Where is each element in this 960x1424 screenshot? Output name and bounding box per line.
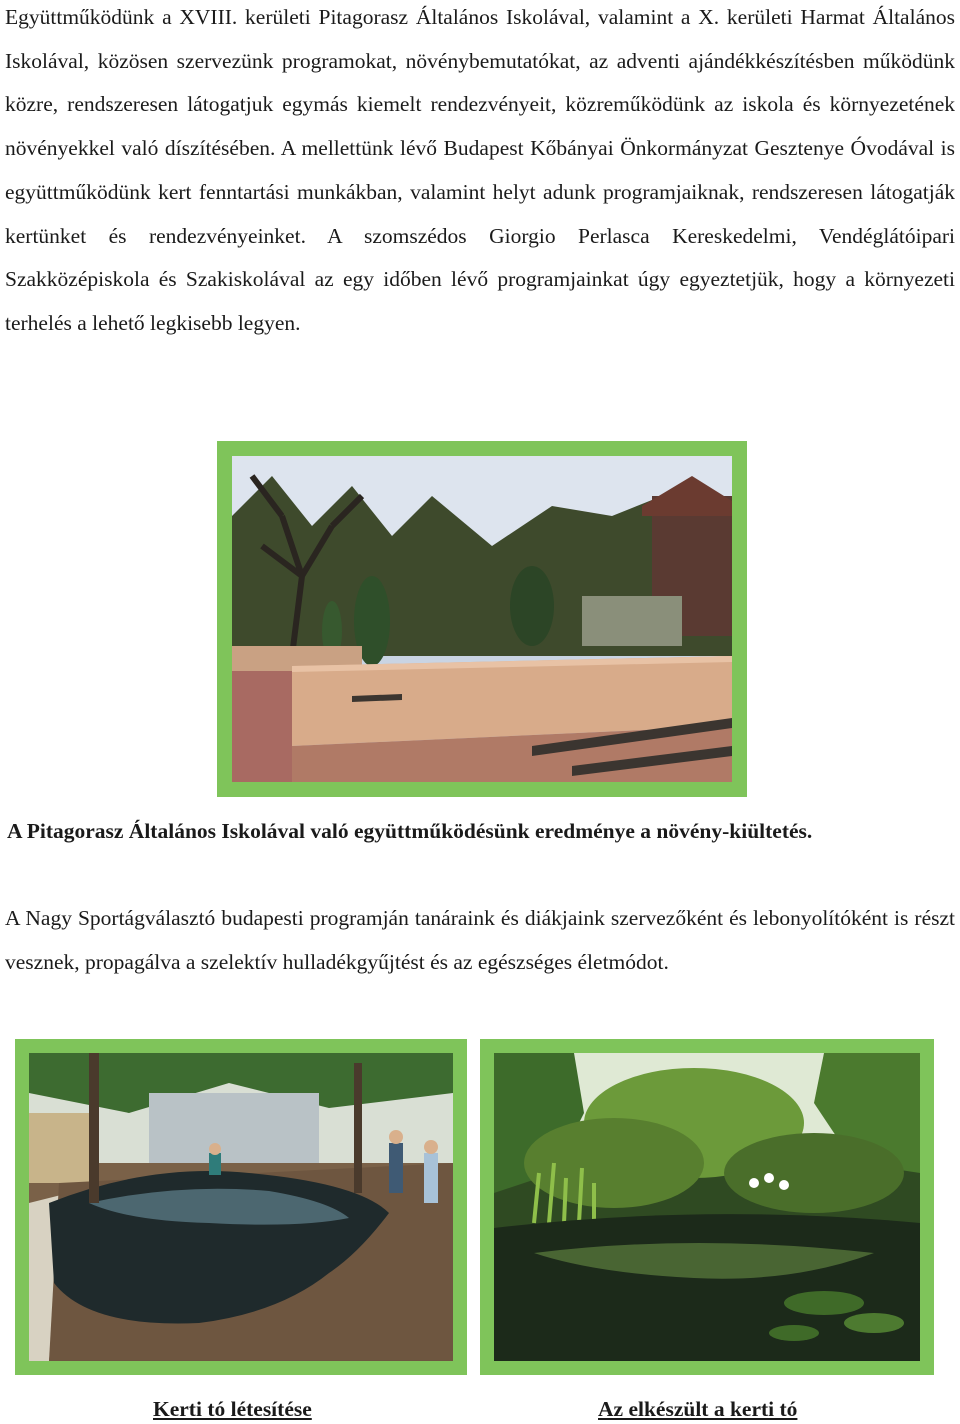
pond-construction-caption: Kerti tó létesítése — [153, 1397, 312, 1421]
pond-construction-photo — [15, 1039, 467, 1375]
intro-paragraph: Együttműködünk a XVIII. kerületi Pitagorasz Általános Iskolával, valamint a X. kerületi Harmat Általános Iskolával, közösen szervezünk programokat, növénybemutatókat, az adventi ajándékkészítésben működünk közre, rendszeresen látogatjuk egymás kiemelt rendezvényeit, közreműködünk az iskola és környezetének növényekkel való díszítésében. A mellettünk lévő Budapest Kőbányai Önkormányzat Gesztenye Óvodával is együttműködünk kert fenntartási munkákban, valamint helyt adunk programjaiknak, rendszeresen látogatják kertünket és rendezvényeinket. A szomszédos Giorgio Perlasca Kereskedelmi, Vendéglátóipari Szakközépiskola és Szakiskolával az egy időben lévő programjainkat úgy egyeztetjük, hogy a környezeti terhelés a lehető legkisebb legyen. — [5, 5, 955, 335]
school-garden-image — [232, 456, 732, 782]
finished-pond-image — [494, 1053, 920, 1361]
sport-paragraph: A Nagy Sportágválasztó budapesti programján tanáraink és diákjaink szervezőként és lebonyolítóként is részt vesznek, propagálva a szelektív hulladékgyűjtést és az egészséges életmódot. — [5, 906, 955, 974]
finished-pond-photo — [480, 1039, 934, 1375]
school-garden-photo — [217, 441, 747, 797]
garden-photo-caption: A Pitagorasz Általános Iskolával való együttműködésünk eredménye a növény-kiültetés. — [7, 819, 813, 843]
finished-pond-caption: Az elkészült a kerti tó — [598, 1397, 798, 1421]
pond-construction-image — [29, 1053, 453, 1361]
